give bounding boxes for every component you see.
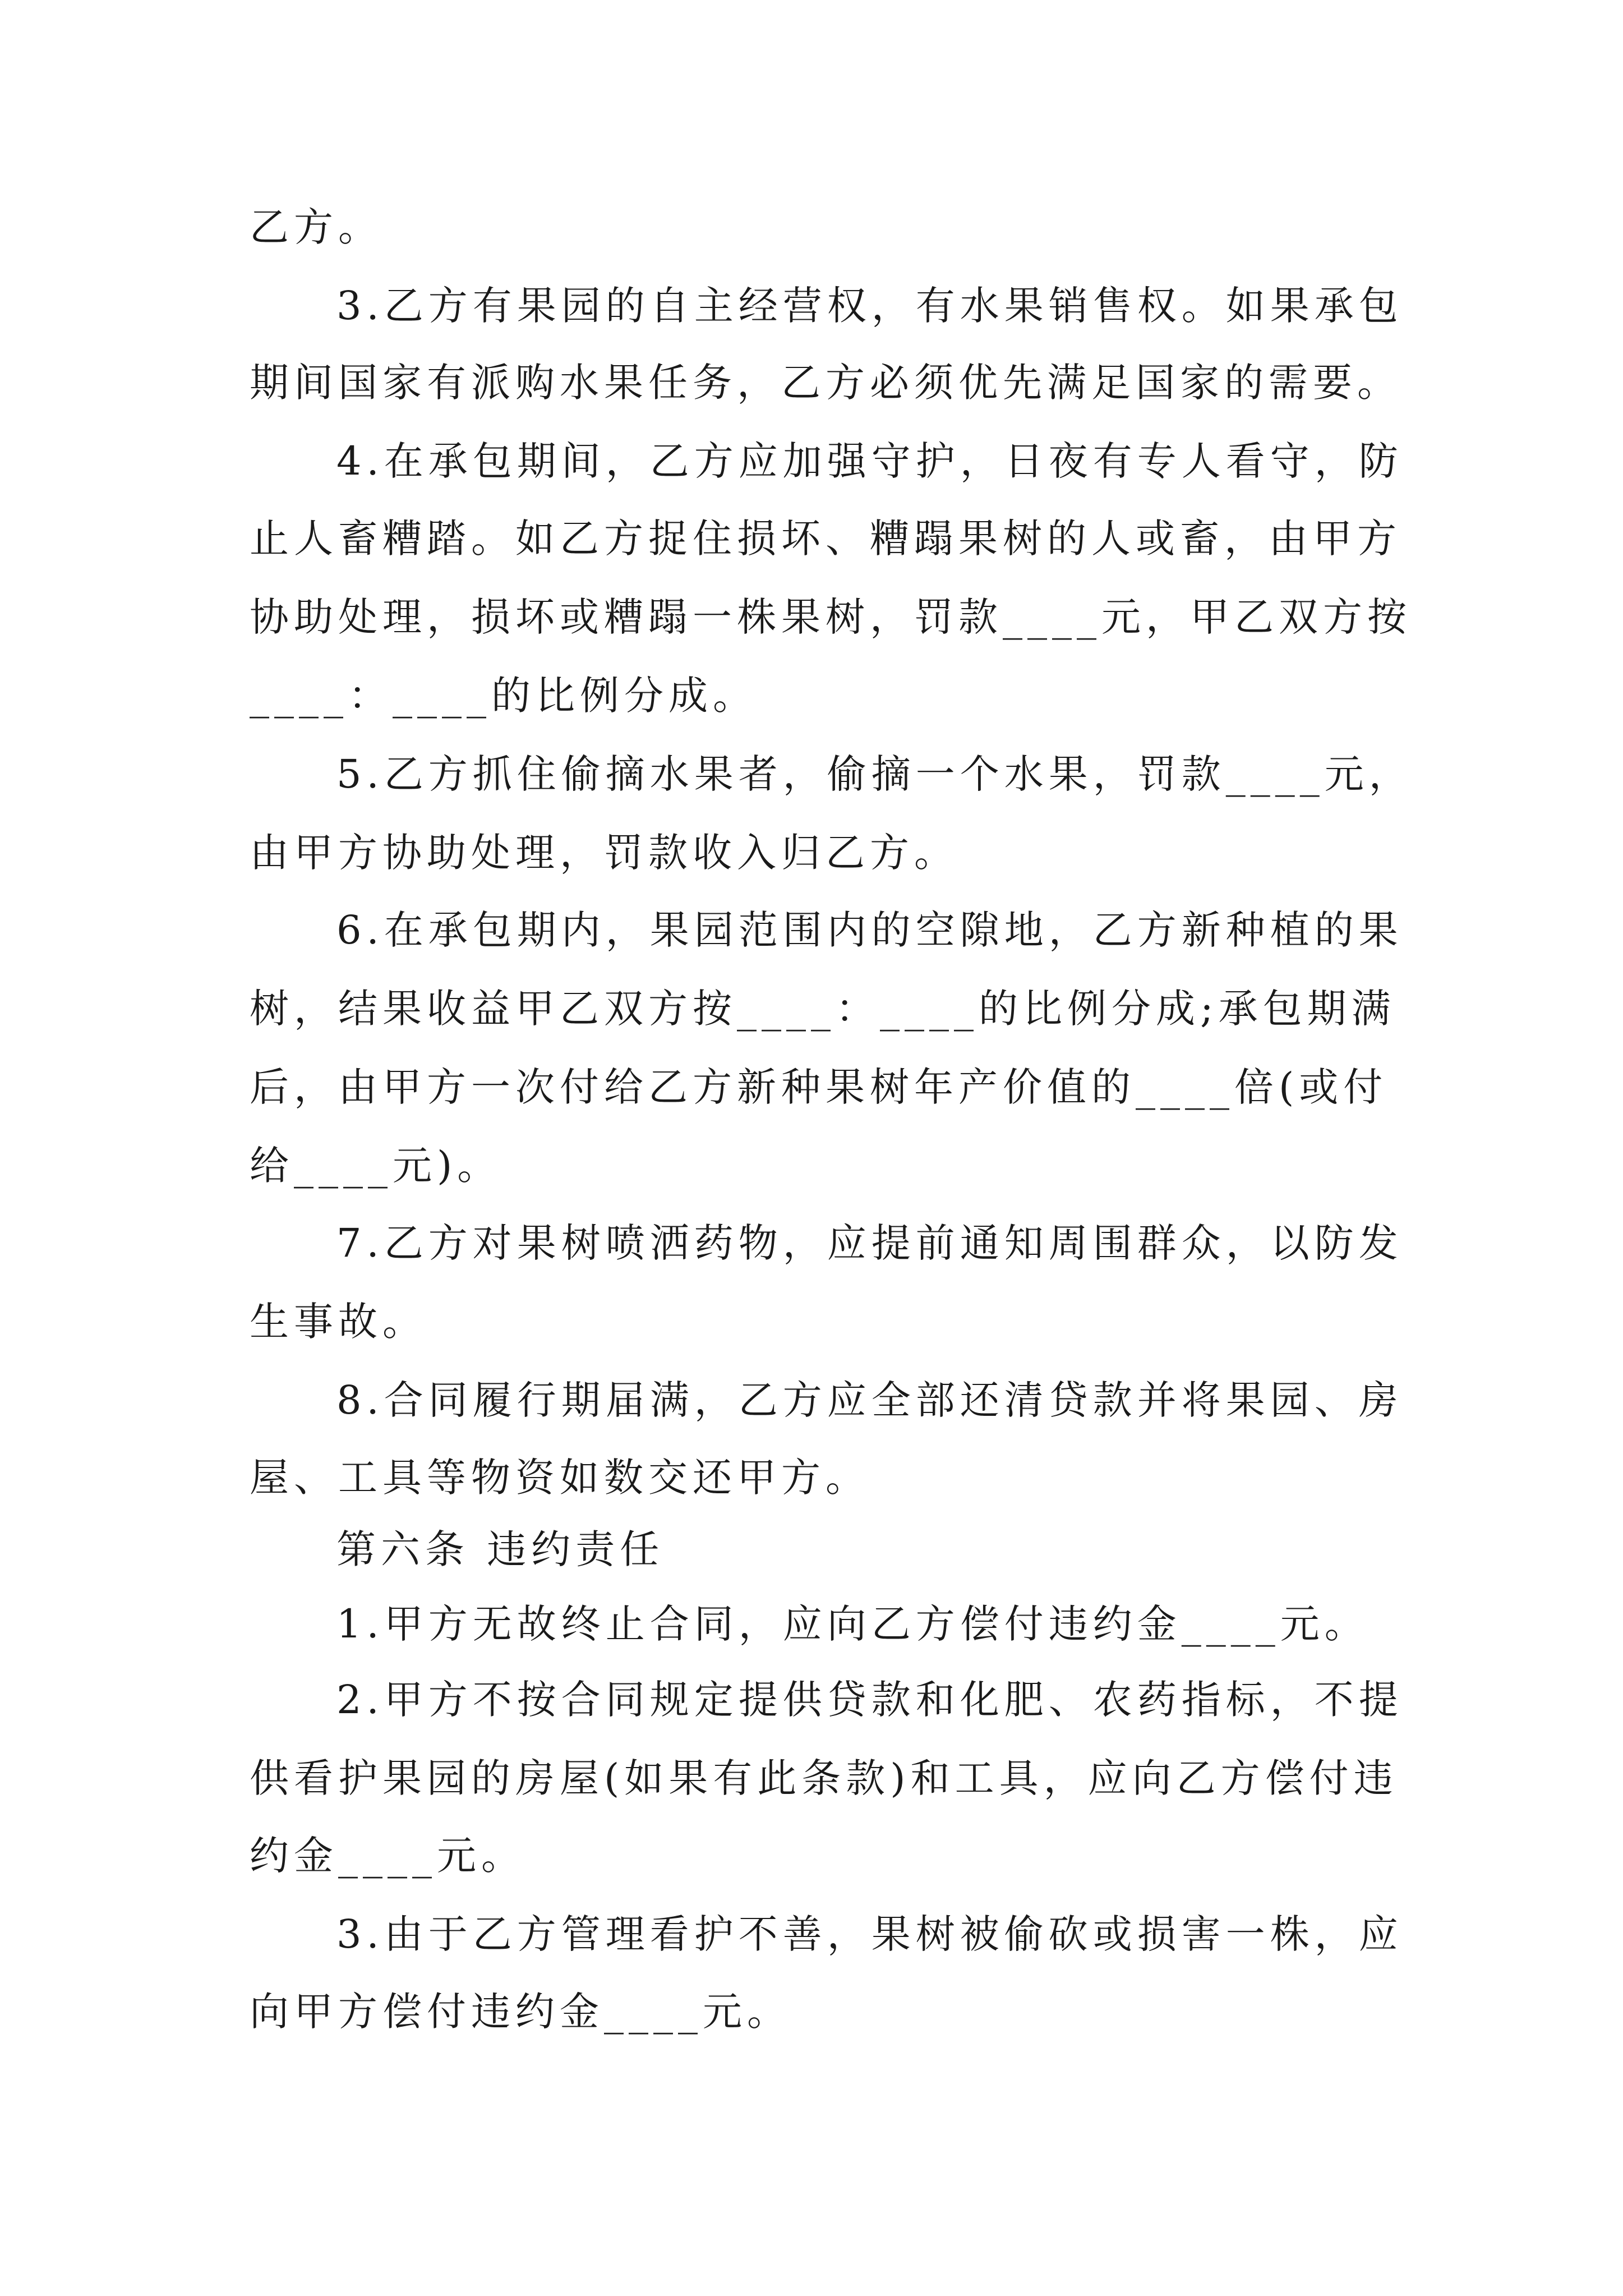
text-line: 供看护果园的房屋(如果有此条款)和工具，应向乙方偿付违 — [250, 1755, 1398, 1801]
section-heading: 第六条 违约责任 — [336, 1526, 665, 1572]
text-line: 由甲方协助处理，罚款收入归乙方。 — [250, 830, 958, 876]
text-line: 3.由于乙方管理看护不善，果树被偷砍或损害一株，应 — [336, 1911, 1403, 1957]
text-line: 6.在承包期内，果园范围内的空隙地，乙方新种植的果 — [336, 907, 1403, 953]
text-line: 5.乙方抓住偷摘水果者，偷摘一个水果，罚款____元， — [336, 751, 1413, 797]
text-line: 给____元)。 — [250, 1143, 502, 1189]
text-line: 3.乙方有果园的自主经营权，有水果销售权。如果承包 — [336, 283, 1403, 329]
text-line: 约金____元。 — [250, 1833, 525, 1879]
text-line: 7.乙方对果树喷洒药物，应提前通知周围群众，以防发 — [336, 1220, 1403, 1266]
text-line: 4.在承包期间，乙方应加强守护，日夜有专人看守，防 — [336, 438, 1403, 484]
text-line: 1.甲方无故终止合同，应向乙方偿付违约金____元。 — [336, 1601, 1369, 1647]
text-line: 期间国家有派购水果任务，乙方必须优先满足国家的需要。 — [250, 360, 1401, 406]
text-line: 屋、工具等物资如数交还甲方。 — [250, 1455, 870, 1501]
text-line: 止人畜糟踏。如乙方捉住损坏、糟蹋果树的人或畜，由甲方 — [250, 516, 1401, 562]
text-line: 向甲方偿付违约金____元。 — [250, 1989, 791, 2035]
text-line: ____：____的比例分成。 — [250, 673, 757, 719]
text-line: 协助处理，损坏或糟蹋一株果树，罚款____元，甲乙双方按 — [250, 594, 1412, 640]
text-line: 生事故。 — [250, 1299, 427, 1345]
text-line: 后，由甲方一次付给乙方新种果树年产价值的____倍(或付 — [250, 1064, 1388, 1110]
text-line: 树，结果收益甲乙双方按____：____的比例分成;承包期满 — [250, 986, 1396, 1032]
text-line: 2.甲方不按合同规定提供贷款和化肥、农药指标，不提 — [336, 1677, 1403, 1723]
text-line: 8.合同履行期届满，乙方应全部还清贷款并将果园、房 — [336, 1377, 1403, 1423]
text-line: 乙方。 — [250, 204, 382, 250]
